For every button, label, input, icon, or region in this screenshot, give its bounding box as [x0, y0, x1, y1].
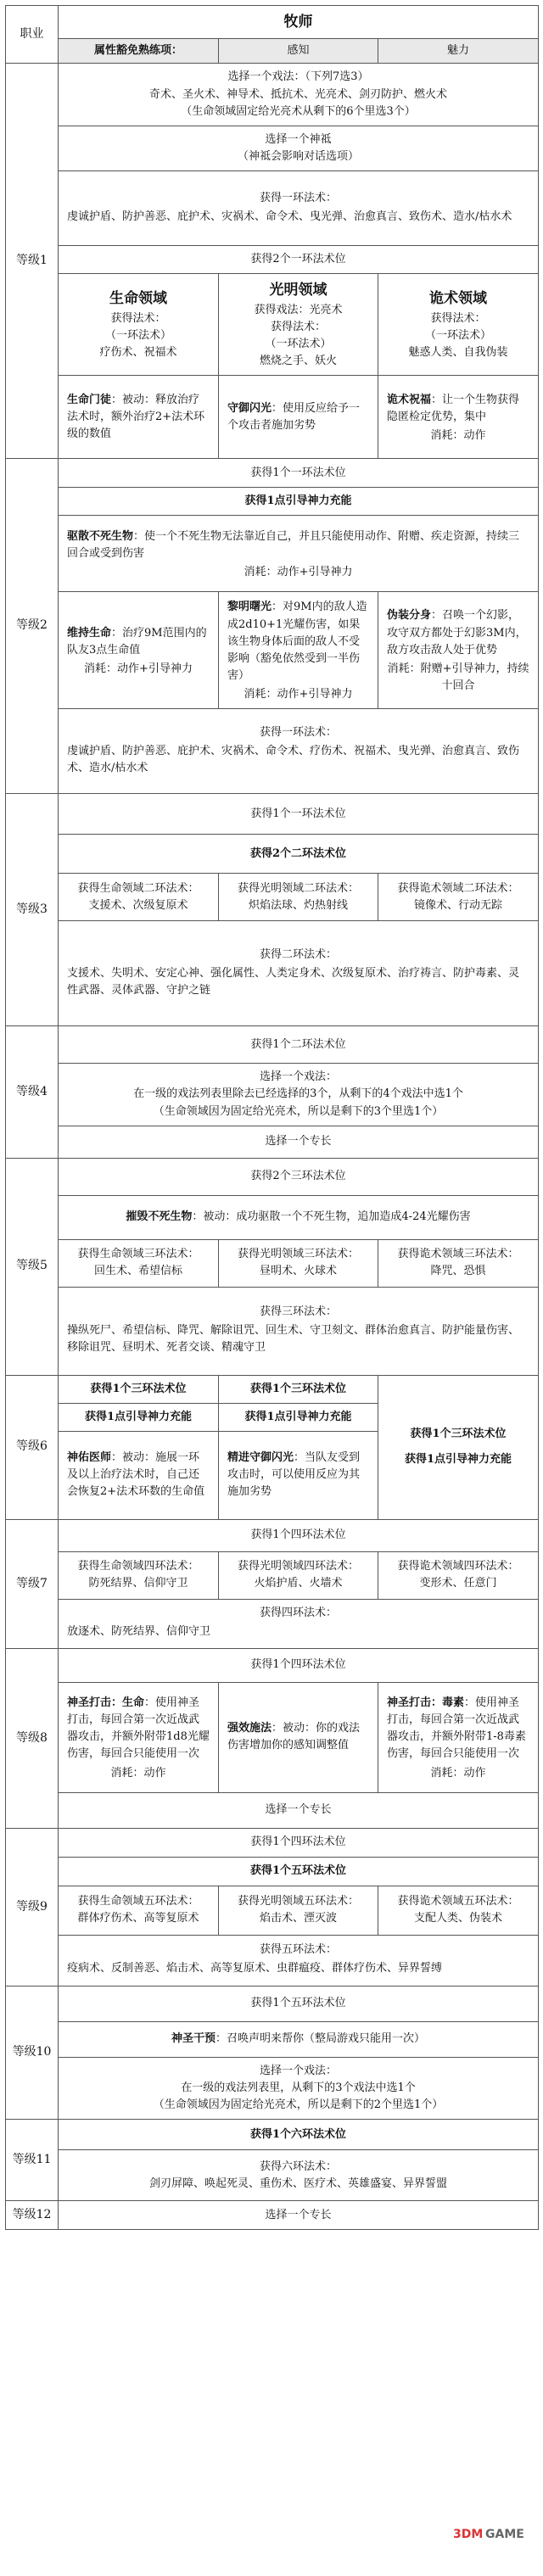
level8-feat-row	[6, 1792, 539, 1828]
level2-cd-cell: 获得1点引导神力充能	[59, 488, 539, 516]
level10-label: 等级10	[6, 1986, 59, 2119]
level2-spells-row	[6, 709, 539, 794]
level7-slot-cell: 获得1个四环法术位	[59, 1519, 539, 1551]
level12-label: 等级12	[6, 2201, 59, 2230]
level9-label: 等级9	[6, 1828, 59, 1986]
level1-spells-row	[6, 171, 539, 246]
level4-slot-cell: 获得1个二环法术位	[59, 1026, 539, 1064]
level2-turn-undead-cell: 驱散不死生物：使一个不死生物无法靠近自己，并且只能使用动作、附赠、疾走资源，持续三回合或受到伤害 消耗：动作+引导神力	[59, 516, 539, 592]
level9-spells-cell: 获得五环法术： 疫病术、反制善恶、焰击术、高等复原术、虫群瘟疫、群体疗伤术、异界誓缚	[59, 1935, 539, 1986]
level9-slot2-row	[6, 1857, 539, 1886]
warding-flare-cell: 守御闪光：使用反应给予一个攻击者施加劣势	[219, 376, 378, 459]
level11-slot-cell: 获得1个六环法术位	[59, 2120, 539, 2150]
level4-feat-cell: 选择一个专长	[59, 1126, 539, 1158]
level1-spells-cell: 获得一环法术： 虔诚护盾、防护善恶、庇护术、灾祸术、命令术、曳光弹、治愈真言、致伤术、造水/枯水术	[59, 171, 539, 246]
level1-slots-cell: 获得2个一环法术位	[59, 246, 539, 274]
level8-feat-cell: 选择一个专长	[59, 1792, 539, 1828]
level4-slot-row	[6, 1026, 539, 1064]
level5-destroy-undead-cell: 摧毁不死生物：被动：成功驱散一个不死生物，追加造成4-24光耀伤害	[59, 1195, 539, 1239]
level5-slot-row	[6, 1158, 539, 1195]
level5-spells-cell: 获得三环法术： 操纵死尸、希望信标、降咒、解除诅咒、回生术、守卫刻文、群体治愈真言、防护能量伤害、移除诅咒、昼明术、死者交谈、精魂守卫	[59, 1287, 539, 1375]
level5-label: 等级5	[6, 1158, 59, 1375]
level6-light-slot: 获得1个三环法术位	[219, 1375, 378, 1403]
level8-label: 等级8	[6, 1648, 59, 1828]
level3-spells-row	[6, 921, 539, 1026]
level10-cantrip-cell: 选择一个戏法： 在一级的戏法列表里，从剩下的3个戏法中选1个 （生命领域因为固定给光亮术，所以是剩下的2个里选1个）	[59, 2057, 539, 2119]
divine-strike-poison-cell: 神圣打击：毒素：使用神圣打击，每回合第一次近战武器攻击，并额外附带1-8毒素伤害，每回合只能使用一次 消耗：动作	[378, 1682, 539, 1792]
level12-feat-cell: 选择一个专长	[59, 2201, 539, 2230]
level6-life-cd: 获得1点引导神力充能	[59, 1403, 219, 1431]
improved-warding-flare-cell: 精进守御闪光：当队友受到攻击时，可以使用反应为其施加劣势	[219, 1431, 378, 1519]
level2-slot-cell: 获得1个一环法术位	[59, 459, 539, 488]
level7-spells-cell: 获得四环法术： 放逐术、防死结界、信仰守卫	[59, 1599, 539, 1648]
level7-light-cell: 获得光明领域四环法术： 火焰护盾、火墙术	[219, 1551, 378, 1599]
level6-light-cd: 获得1点引导神力充能	[219, 1403, 378, 1431]
column-label: 职业	[6, 6, 59, 64]
level1-label: 等级1	[6, 64, 59, 459]
level1-cantrip-cell: 选择一个戏法：（下列7选3） 奇术、圣火术、神导术、抵抗术、光亮术、剑刃防护、燃火术 （生命领域固定给光亮术从剩下的6个里选3个）	[59, 64, 539, 126]
divine-intervention-cell: 神圣干预：召唤声明来帮你（整局游戏只能用一次）	[59, 2021, 539, 2057]
level5-life-cell: 获得生命领域三环法术： 回生术、希望信标	[59, 1239, 219, 1287]
level2-spells-cell: 获得一环法术： 虔诚护盾、防护善恶、庇护术、灾祸术、命令术、疗伤术、祝福术、曳光弹、治愈真言、致伤术、造水/枯水术	[59, 709, 539, 794]
level9-spells-row	[6, 1935, 539, 1986]
level7-label: 等级7	[6, 1519, 59, 1648]
level4-label: 等级4	[6, 1026, 59, 1158]
level3-slot1-cell: 获得1个一环法术位	[59, 794, 539, 835]
level2-slot-row	[6, 459, 539, 488]
level2-cd-row	[6, 488, 539, 516]
level10-cantrip-row	[6, 2057, 539, 2119]
level3-trickery-cell: 获得诡术领域二环法术： 镜像术、行动无踪	[378, 874, 539, 921]
level11-spells-cell: 获得六环法术： 剑刃屏障、唤起死灵、重伤术、医疗术、英雄盛宴、异界誓盟	[59, 2150, 539, 2201]
level3-spells-cell: 获得二环法术： 支援术、失明术、安定心神、强化属性、人类定身术、次级复原术、治疗祷言、防护毒素、灵性武器、灵体武器、守护之链	[59, 921, 539, 1026]
level5-slot-cell: 获得2个三环法术位	[59, 1158, 539, 1195]
level7-spells-row	[6, 1599, 539, 1648]
invoke-duplicity-cell: 伪装分身：召唤一个幻影，攻守双方都处于幻影3M内，敌方攻击敌人处于优势 消耗：附赠+引导神力，持续十回合	[378, 592, 539, 709]
level2-label: 等级2	[6, 459, 59, 794]
level7-domain-row	[6, 1551, 539, 1599]
light-domain-cell: 光明领域 获得戏法：光亮术 获得法术： （一环法术） 燃烧之手、妖火	[219, 274, 378, 376]
attribute-charisma: 魅力	[378, 39, 539, 64]
level5-domain-row	[6, 1239, 539, 1287]
level3-light-cell: 获得光明领域二环法术： 炽焰法球、灼热射线	[219, 874, 378, 921]
trickery-domain-cell: 诡术领域 获得法术： （一环法术） 魅惑人类、自我伪装	[378, 274, 539, 376]
level5-light-cell: 获得光明领域三环法术： 昼明术、火球术	[219, 1239, 378, 1287]
class-name: 牧师	[59, 6, 539, 39]
level3-domain-row	[6, 874, 539, 921]
level9-life-cell: 获得生命领域五环法术： 群体疗伤术、高等复原术	[59, 1886, 219, 1935]
level3-slot2-cell: 获得2个二环法术位	[59, 835, 539, 874]
attribute-label: 属性豁免熟练项：	[59, 39, 219, 64]
divine-strike-life-cell: 神圣打击：生命：使用神圣打击，每回合第一次近战武器攻击，并额外附带1d8光耀伤害，每回合只能使用一次 消耗：动作	[59, 1682, 219, 1792]
radiance-of-dawn-cell: 黎明曙光：对9M内的敌人造成2d10+1光耀伤害，如果该生物身体后面的敌人不受影响（豁免依然受到一半伤害） 消耗：动作+引导神力	[219, 592, 378, 709]
level5-spells-row	[6, 1287, 539, 1375]
level7-trickery-cell: 获得诡术领域四环法术： 变形术、任意门	[378, 1551, 539, 1599]
level6-slot-row	[6, 1375, 539, 1403]
level12-row	[6, 2201, 539, 2230]
level5-trickery-cell: 获得诡术领域三环法术： 降咒、恐惧	[378, 1239, 539, 1287]
watermark-text-3dm: 3DM	[453, 2528, 484, 2541]
watermark-text-game: GAME	[485, 2528, 524, 2541]
level11-label: 等级11	[6, 2120, 59, 2201]
level11-slot-row	[6, 2120, 539, 2150]
level6-label: 等级6	[6, 1375, 59, 1519]
level8-slot-row	[6, 1648, 539, 1682]
level3-label: 等级3	[6, 794, 59, 1026]
level7-life-cell: 获得生命领域四环法术： 防死结界、信仰守卫	[59, 1551, 219, 1599]
level1-cantrip-row	[6, 64, 539, 126]
blessing-of-trickster-cell: 诡术祝福：让一个生物获得隐匿检定优势，集中 消耗：动作	[378, 376, 539, 459]
level10-slot-row	[6, 1986, 539, 2021]
blessed-healer-cell: 神佑医师：被动：施展一环及以上治疗法术时，自己还会恢复2+法术环数的生命值	[59, 1431, 219, 1519]
level3-slot1-row	[6, 794, 539, 835]
level6-trickery-cell: 获得1个三环法术位 获得1点引导神力充能	[378, 1375, 539, 1519]
preserve-life-cell: 维持生命：治疗9M范围内的队友3点生命值 消耗：动作+引导神力	[59, 592, 219, 709]
level2-domain-row	[6, 592, 539, 709]
level5-destroy-row	[6, 1195, 539, 1239]
level9-slot1-cell: 获得1个四环法术位	[59, 1828, 539, 1857]
level4-feat-row	[6, 1126, 539, 1158]
level10-divine-row	[6, 2021, 539, 2057]
level3-life-cell: 获得生命领域二环法术： 支援术、次级复原术	[59, 874, 219, 921]
level6-life-slot: 获得1个三环法术位	[59, 1375, 219, 1403]
level1-domain-features-row	[6, 376, 539, 459]
level3-slot2-row	[6, 835, 539, 874]
level1-slots-row	[6, 246, 539, 274]
level9-light-cell: 获得光明领域五环法术： 焰击术、湮灭波	[219, 1886, 378, 1935]
level9-slot2-cell: 获得1个五环法术位	[59, 1857, 539, 1886]
site-watermark-logo	[451, 2523, 533, 2542]
disciple-of-life-cell: 生命门徒：被动：释放治疗法术时，额外治疗2+法术环级的数值	[59, 376, 219, 459]
level9-domain-row	[6, 1886, 539, 1935]
level9-trickery-cell: 获得诡术领域五环法术： 支配人类、伪装术	[378, 1886, 539, 1935]
level1-deity-row	[6, 126, 539, 170]
header-row	[6, 6, 539, 39]
level10-slot-cell: 获得1个五环法术位	[59, 1986, 539, 2021]
cleric-progression-table	[5, 5, 539, 2230]
life-domain-cell: 生命领域 获得法术： （一环法术） 疗伤术、祝福术	[59, 274, 219, 376]
attribute-row	[6, 39, 539, 64]
level4-cantrip-row	[6, 1064, 539, 1126]
level7-slot-row	[6, 1519, 539, 1551]
level1-domain-spells-row	[6, 274, 539, 376]
level8-slot-cell: 获得1个四环法术位	[59, 1648, 539, 1682]
level8-domain-row	[6, 1682, 539, 1792]
level2-turn-row	[6, 516, 539, 592]
potent-spellcasting-cell: 强效施法：被动：你的戏法伤害增加你的感知调整值	[219, 1682, 378, 1792]
level11-spells-row	[6, 2150, 539, 2201]
level1-deity-cell: 选择一个神祗 （神祗会影响对话选项）	[59, 126, 539, 170]
attribute-wisdom: 感知	[219, 39, 378, 64]
level9-slot1-row	[6, 1828, 539, 1857]
level4-cantrip-cell: 选择一个戏法： 在一级的戏法列表里除去已经选择的3个，从剩下的4个戏法中选1个 （生命领域因为固定给光亮术，所以是剩下的3个里选1个）	[59, 1064, 539, 1126]
